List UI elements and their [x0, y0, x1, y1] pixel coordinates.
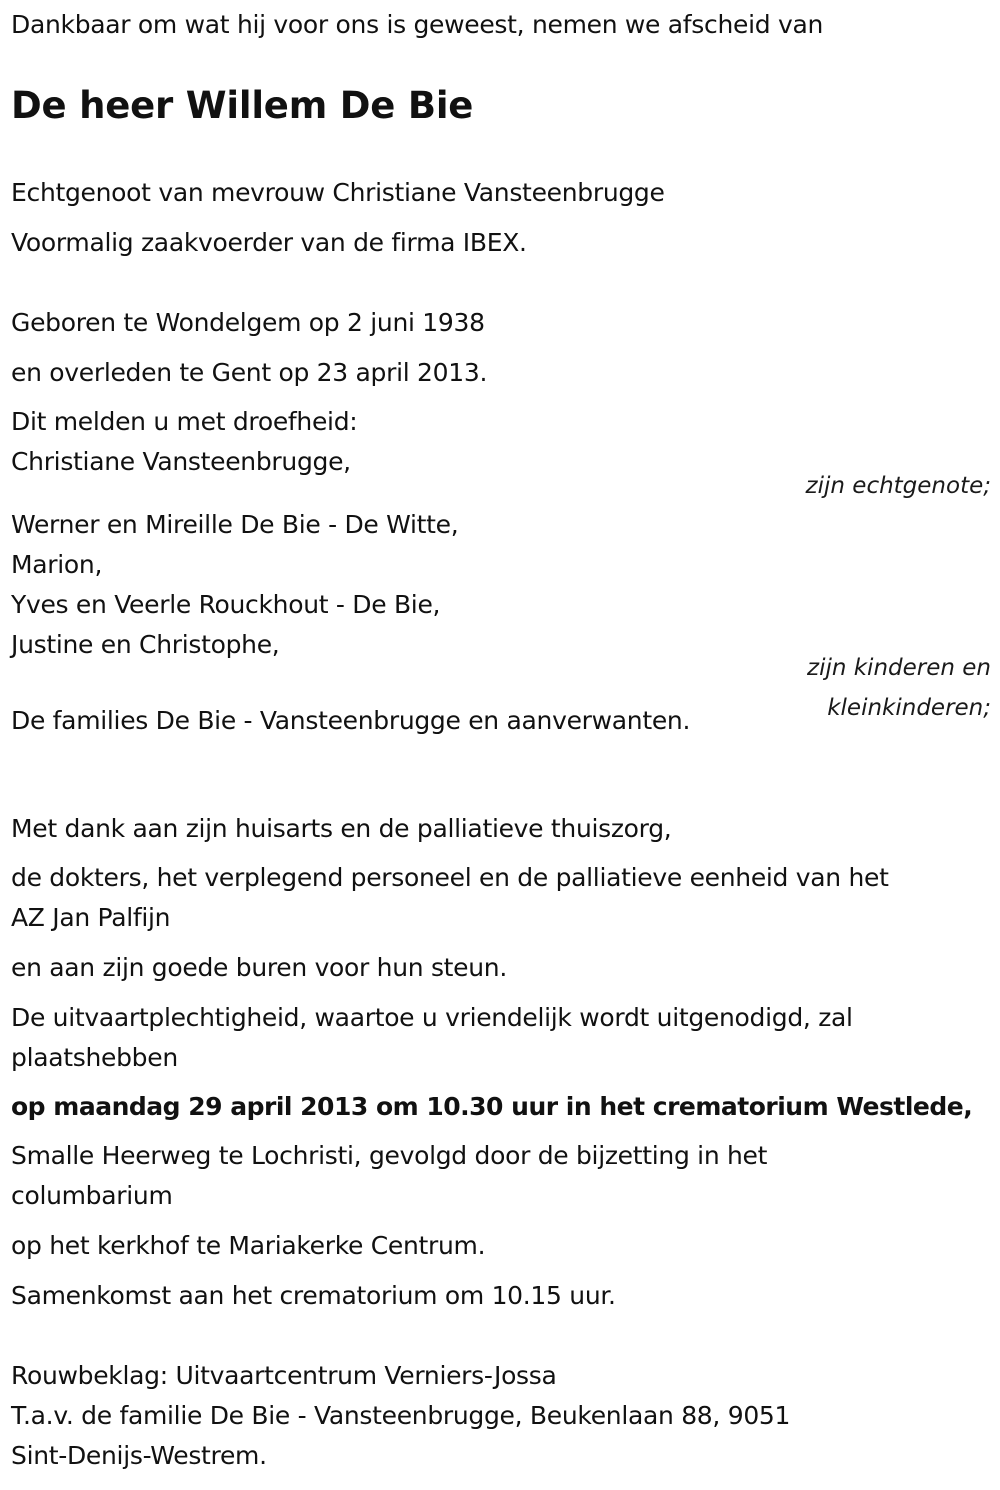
thanks-line: Met dank aan zijn huisarts en de palliatieve thuiszorg,: [11, 814, 672, 843]
profession-line: Voormalig zaakvoerder van de firma IBEX.: [11, 228, 527, 257]
ceremony-invite-line: De uitvaartplechtigheid, waartoe u vriendelijk wordt uitgenodigd, zal: [11, 1003, 853, 1032]
condolences-line: Sint-Denijs-Westrem.: [11, 1441, 267, 1470]
thanks-line: en aan zijn goede buren voor hun steun.: [11, 953, 508, 982]
death-line: en overleden te Gent op 23 april 2013.: [11, 358, 488, 387]
ceremony-invite-line: plaatshebben: [11, 1043, 178, 1072]
ceremony-date-place: op maandag 29 april 2013 om 10.30 uur in het crematorium Westlede,: [11, 1092, 973, 1121]
ceremony-address-line: Smalle Heerweg te Lochristi, gevolgd door de bijzetting in het: [11, 1141, 768, 1170]
condolences-line: Rouwbeklag: Uitvaartcentrum Verniers-Jossa: [11, 1361, 557, 1390]
mourner-spouse-name: Christiane Vansteenbrugge,: [11, 447, 351, 476]
families-line: De families De Bie - Vansteenbrugge en aanverwanten.: [11, 706, 691, 735]
mourner-child-name: Werner en Mireille De Bie - De Witte,: [11, 510, 459, 539]
mourner-grandchild-name: Marion,: [11, 550, 103, 579]
birth-line: Geboren te Wondelgem op 2 juni 1938: [11, 308, 485, 337]
mourner-child-name: Yves en Veerle Rouckhout - De Bie,: [11, 590, 441, 619]
mourner-grandchild-name: Justine en Christophe,: [11, 630, 280, 659]
thanks-line: AZ Jan Palfijn: [11, 903, 171, 932]
intro-text: Dankbaar om wat hij voor ons is geweest, nemen we afscheid van: [11, 10, 824, 39]
burial-line: op het kerkhof te Mariakerke Centrum.: [11, 1231, 486, 1260]
children-caption-line-1: zijn kinderen en: [807, 655, 991, 681]
gathering-line: Samenkomst aan het crematorium om 10.15 uur.: [11, 1281, 616, 1310]
announce-line: Dit melden u met droefheid:: [11, 407, 358, 436]
deceased-name-heading: De heer Willem De Bie: [11, 84, 474, 127]
children-caption-line-2: kleinkinderen;: [827, 695, 991, 721]
condolences-line: T.a.v. de familie De Bie - Vansteenbrugge, Beukenlaan 88, 9051: [11, 1401, 791, 1430]
spouse-caption: zijn echtgenote;: [805, 473, 991, 499]
ceremony-address-line: columbarium: [11, 1181, 173, 1210]
thanks-line: de dokters, het verplegend personeel en de palliatieve eenheid van het: [11, 863, 889, 892]
spouse-line: Echtgenoot van mevrouw Christiane Vansteenbrugge: [11, 178, 665, 207]
